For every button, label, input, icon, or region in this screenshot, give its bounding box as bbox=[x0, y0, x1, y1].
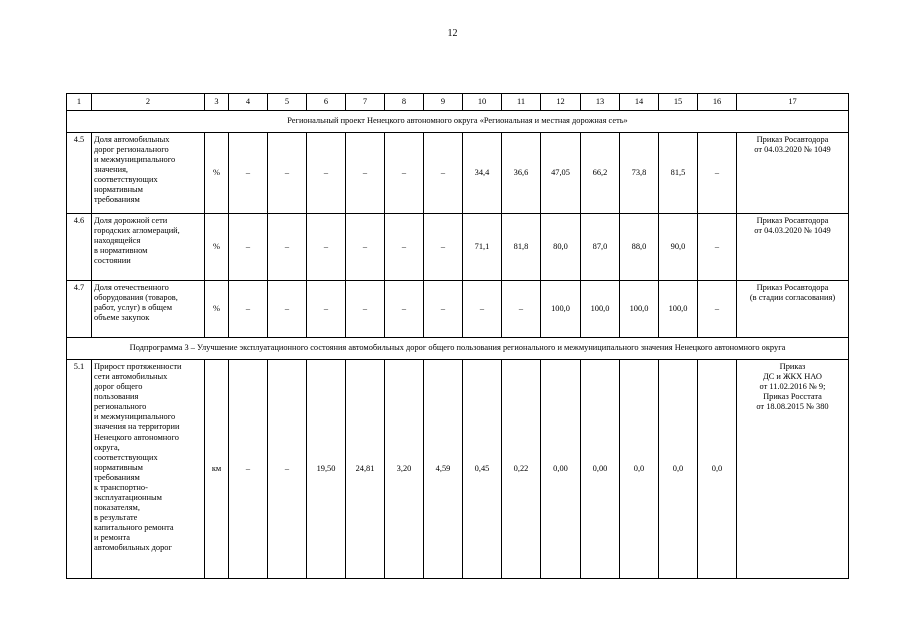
source-cell: Приказ Росавтодора (в стадии согласования) bbox=[737, 281, 849, 338]
header-row bbox=[67, 94, 849, 111]
row-number: 4.7 bbox=[67, 281, 92, 338]
value-cell: 90,0 bbox=[659, 214, 698, 281]
value-cell: 0,0 bbox=[659, 360, 698, 579]
value-cell: – bbox=[346, 281, 385, 338]
table-body bbox=[67, 94, 849, 579]
value-cell: 3,20 bbox=[385, 360, 424, 579]
value-cell: 0,0 bbox=[698, 360, 737, 579]
value-cell: 0,0 bbox=[620, 360, 659, 579]
header-cell: 3 bbox=[205, 94, 229, 111]
value-cell: – bbox=[385, 214, 424, 281]
header-cell: 1 bbox=[67, 94, 92, 111]
value-cell: – bbox=[385, 281, 424, 338]
row-number: 4.6 bbox=[67, 214, 92, 281]
value-cell: – bbox=[268, 281, 307, 338]
value-cell: 88,0 bbox=[620, 214, 659, 281]
table-row bbox=[67, 360, 849, 579]
table-row bbox=[67, 214, 849, 281]
header-cell: 14 bbox=[620, 94, 659, 111]
value-cell: – bbox=[385, 133, 424, 214]
indicator-name: Доля отечественного оборудования (товаров, работ, услуг) в общем объеме закупок bbox=[92, 281, 205, 338]
table-row bbox=[67, 133, 849, 214]
value-cell: – bbox=[463, 281, 502, 338]
header-cell: 2 bbox=[92, 94, 205, 111]
header-cell: 11 bbox=[502, 94, 541, 111]
source-cell: Приказ ДС и ЖКХ НАО от 11.02.2016 № 9; Приказ Росстата от 18.08.2015 № 380 bbox=[737, 360, 849, 579]
value-cell: 73,8 bbox=[620, 133, 659, 214]
value-cell: – bbox=[502, 281, 541, 338]
section-row-regional-project bbox=[67, 111, 849, 133]
unit-cell: км bbox=[205, 360, 229, 579]
value-cell: 71,1 bbox=[463, 214, 502, 281]
header-cell: 5 bbox=[268, 94, 307, 111]
value-cell: 81,5 bbox=[659, 133, 698, 214]
page-number: 12 bbox=[447, 28, 458, 39]
value-cell: – bbox=[698, 133, 737, 214]
value-cell: – bbox=[229, 360, 268, 579]
header-cell: 4 bbox=[229, 94, 268, 111]
header-cell: 10 bbox=[463, 94, 502, 111]
value-cell: – bbox=[268, 214, 307, 281]
header-cell: 12 bbox=[541, 94, 581, 111]
value-cell: 100,0 bbox=[541, 281, 581, 338]
unit-cell: % bbox=[205, 214, 229, 281]
value-cell: 100,0 bbox=[659, 281, 698, 338]
value-cell: – bbox=[424, 281, 463, 338]
header-cell: 7 bbox=[346, 94, 385, 111]
value-cell: 0,45 bbox=[463, 360, 502, 579]
value-cell: – bbox=[229, 281, 268, 338]
table-row bbox=[67, 281, 849, 338]
value-cell: 4,59 bbox=[424, 360, 463, 579]
indicator-name: Доля автомобильных дорог регионального и межмуниципального значения, соответствующих нормативным требованиям bbox=[92, 133, 205, 214]
value-cell: 81,8 bbox=[502, 214, 541, 281]
section-title: Региональный проект Ненецкого автономного округа «Региональная и местная дорожная сеть» bbox=[67, 111, 849, 133]
row-number: 5.1 bbox=[67, 360, 92, 579]
value-cell: – bbox=[346, 133, 385, 214]
unit-cell: % bbox=[205, 281, 229, 338]
header-cell: 16 bbox=[698, 94, 737, 111]
value-cell: 87,0 bbox=[581, 214, 620, 281]
header-cell: 17 bbox=[737, 94, 849, 111]
indicator-name: Доля дорожной сети городских агломераций, находящейся в нормативном состоянии bbox=[92, 214, 205, 281]
value-cell: 100,0 bbox=[581, 281, 620, 338]
unit-cell: % bbox=[205, 133, 229, 214]
header-cell: 15 bbox=[659, 94, 698, 111]
value-cell: 19,50 bbox=[307, 360, 346, 579]
value-cell: 100,0 bbox=[620, 281, 659, 338]
value-cell: – bbox=[698, 214, 737, 281]
value-cell: – bbox=[268, 133, 307, 214]
value-cell: – bbox=[229, 214, 268, 281]
value-cell: 0,22 bbox=[502, 360, 541, 579]
value-cell: – bbox=[307, 133, 346, 214]
source-cell: Приказ Росавтодора от 04.03.2020 № 1049 bbox=[737, 214, 849, 281]
value-cell: 36,6 bbox=[502, 133, 541, 214]
section-title: Подпрограмма 3 – Улучшение эксплуатационного состояния автомобильных дорог общего пользования регионального и межмуниципального значения Ненецкого автономного округа bbox=[67, 338, 849, 360]
indicators-table bbox=[66, 93, 849, 579]
value-cell: 34,4 bbox=[463, 133, 502, 214]
value-cell: 80,0 bbox=[541, 214, 581, 281]
source-cell: Приказ Росавтодора от 04.03.2020 № 1049 bbox=[737, 133, 849, 214]
value-cell: 66,2 bbox=[581, 133, 620, 214]
value-cell: – bbox=[346, 214, 385, 281]
value-cell: – bbox=[424, 214, 463, 281]
value-cell: – bbox=[307, 281, 346, 338]
header-cell: 6 bbox=[307, 94, 346, 111]
header-cell: 8 bbox=[385, 94, 424, 111]
row-number: 4.5 bbox=[67, 133, 92, 214]
value-cell: – bbox=[307, 214, 346, 281]
value-cell: 0,00 bbox=[581, 360, 620, 579]
value-cell: 24,81 bbox=[346, 360, 385, 579]
header-cell: 13 bbox=[581, 94, 620, 111]
value-cell: 0,00 bbox=[541, 360, 581, 579]
section-row-subprogram-3 bbox=[67, 338, 849, 360]
header-cell: 9 bbox=[424, 94, 463, 111]
value-cell: – bbox=[424, 133, 463, 214]
value-cell: – bbox=[698, 281, 737, 338]
indicator-name: Прирост протяженности сети автомобильных дорог общего пользования регионального и межмуниципального значения на территории Ненецкого автономного округа, соответствующих нормативным требованиям к транспортно- эксплуатационным показателям, в результате капитального ремонта и ремонта автомобильных дорог bbox=[92, 360, 205, 579]
value-cell: – bbox=[268, 360, 307, 579]
value-cell: – bbox=[229, 133, 268, 214]
value-cell: 47,05 bbox=[541, 133, 581, 214]
